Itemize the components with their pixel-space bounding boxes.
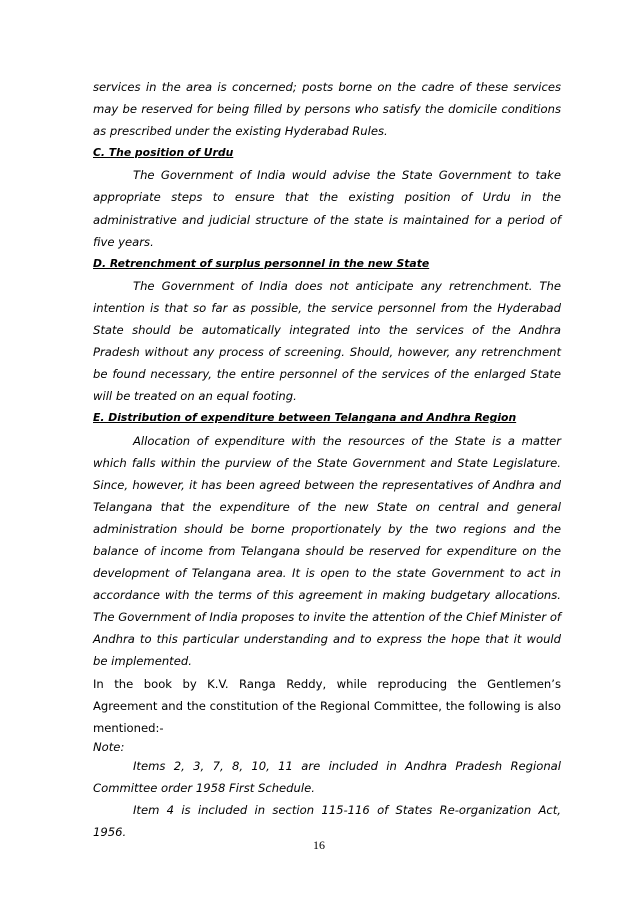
heading-retrenchment: D. Retrenchment of surplus personnel in the new State bbox=[93, 256, 430, 270]
note-item-4: Item 4 is included in section 115-116 of States Re-organization Act, 1956. bbox=[93, 803, 561, 840]
page-number: 16 bbox=[313, 838, 325, 852]
paragraph-book: In the book by K.V. Ranga Reddy, while reproducing the Gentlemen’s Agreement and the constitution of the Regional Committee, the following is also mentioned:- bbox=[93, 676, 561, 735]
heading-expenditure: E. Distribution of expenditure between Telangana and Andhra Region bbox=[93, 411, 517, 425]
note-label: Note: bbox=[93, 739, 125, 754]
paragraph-intro: services in the area is concerned; posts borne on the cadre of these services may be reserved for being filled by persons who satisfy the domicile conditions as prescribed under the existing Hyderabad Rules. bbox=[93, 80, 561, 139]
document-body bbox=[93, 76, 561, 843]
paragraph-urdu: The Government of India would advise the State Government to take appropriate steps to ensure that the existing position of Urdu in the administrative and judicial structure of the state is maintained for a period of five years. bbox=[93, 168, 561, 249]
paragraph-retrenchment: The Government of India does not anticipate any retrenchment. The intention is that so far as possible, the service personnel from the Hyderabad State should be automatically integrated into the services of the Andhra Pradesh without any process of screening. Should, however, any retrenchment be found necessary, the entire personnel of the services of the enlarged State will be treated on an equal footing. bbox=[93, 278, 561, 404]
note-items: Items 2, 3, 7, 8, 10, 11 are included in Andhra Pradesh Regional Committee order 1958 First Schedule. bbox=[93, 758, 561, 795]
heading-urdu: C. The position of Urdu bbox=[93, 146, 234, 160]
paragraph-expenditure: Allocation of expenditure with the resources of the State is a matter which falls within the purview of the State Government and State Legislature. Since, however, it has been agreed between the representatives of Andhra and Telangana that the expenditure of the new State on central and general administration should be borne proportionately by the two regions and the balance of income from Telangana should be reserved for expenditure on the development of Telangana area. It is open to the state Government to act in accordance with the terms of this agreement in making budgetary allocations. The Government of India proposes to invite the attention of the Chief Minister of Andhra to this particular understanding and to express the hope that it would be implemented. bbox=[93, 433, 561, 669]
